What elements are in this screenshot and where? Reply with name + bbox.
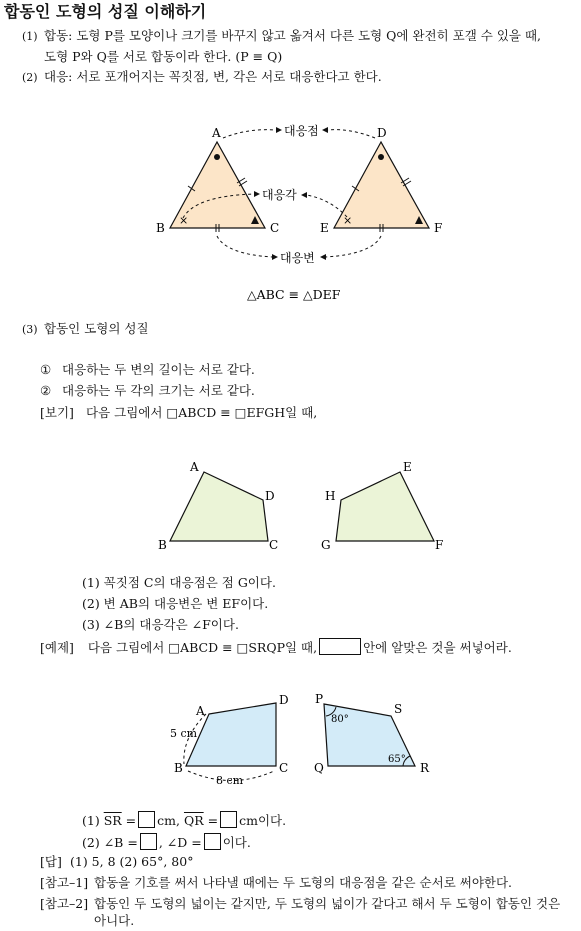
angle-d-dot: [378, 154, 384, 160]
example-answer-1: (1) 꼭짓점 C의 대응점은 점 G이다.: [82, 575, 276, 590]
angle-b-cross: ×: [179, 214, 189, 227]
vertex-label-c: C: [270, 221, 280, 235]
definition-congruence-line2: 도형 P와 Q를 서로 합동이라 한다. (P ≡ Q): [44, 49, 283, 64]
label-p-ex: P: [315, 692, 324, 706]
quadrilaterals-figure: [0, 455, 581, 555]
vertex-label-f: F: [434, 221, 443, 235]
corr-side-arrow-right: [326, 236, 381, 257]
blank-angle-d: [204, 833, 221, 850]
example-answer-2: (2) 변 AB의 대응변은 변 EF이다.: [82, 596, 269, 611]
blank-sr: [138, 811, 155, 828]
property-2-number: ②: [40, 383, 52, 398]
definition-correspondence: 대응: 서로 포개어지는 꼭짓점, 변, 각은 서로 대응한다고 한다.: [44, 69, 382, 84]
angle-a-dot: [214, 154, 220, 160]
vertex-label-a: A: [212, 126, 221, 140]
vertex-label-b: B: [156, 221, 165, 235]
item-number-2: (2): [22, 71, 38, 84]
label-g: G: [321, 538, 331, 552]
exercise-prompt: [40, 638, 512, 655]
example-answer-3: (3) ∠B의 대응각은 ∠F이다.: [82, 617, 239, 632]
corr-angle-label: 대응각: [262, 188, 297, 202]
label-c-ex: C: [279, 761, 289, 775]
blank-qr: [220, 811, 237, 828]
label-a: A: [190, 460, 199, 474]
answer-tag: [답]: [40, 854, 62, 869]
segment-sr: $\overline{SR}$: [103, 813, 122, 828]
note-2-line-2: 아니다.: [94, 913, 135, 928]
corr-point-arrow-left: [223, 130, 276, 138]
quad-abcd: [170, 472, 268, 541]
label-s-ex: S: [394, 702, 403, 716]
property-1: 대응하는 두 변의 길이는 서로 같다.: [62, 362, 255, 377]
blank-box: [319, 638, 361, 655]
angle-p-value: 80°: [331, 714, 349, 725]
quad-efgh: [336, 472, 434, 541]
blank-angle-b: [140, 833, 157, 850]
item-number-3: (3): [22, 323, 38, 336]
question-1: (1) $\overline{SR}$ = cm, $\overline{QR}$ = cm이다.: [82, 813, 287, 828]
exercise-figure: [0, 685, 581, 785]
question-2-number: (2): [82, 835, 100, 850]
question-1-number: (1): [82, 813, 100, 828]
exercise-text-after: 안에 알맞은 것을 써넣어라.: [363, 640, 512, 655]
exercise-text-before: 다음 그림에서 □ABCD ≡ □SRQP일 때,: [87, 640, 318, 655]
label-d-ex: D: [279, 693, 289, 707]
note-2-line-1: 합동인 두 도형의 넓이는 같지만, 두 도형의 넓이가 같다고 해서 두 도형이 합동인 것은: [94, 896, 561, 911]
property-2: 대응하는 두 각의 크기는 서로 같다.: [62, 383, 255, 398]
label-a-ex: A: [196, 704, 205, 718]
label-c: C: [269, 538, 279, 552]
label-r-ex: R: [420, 761, 430, 775]
corr-point-arrow-right: [328, 130, 375, 138]
label-d: D: [265, 489, 275, 503]
vertex-label-e: E: [320, 221, 329, 235]
length-bc: 8 cm: [216, 774, 244, 785]
vertex-label-d: D: [377, 126, 387, 140]
corr-point-label: 대응점: [284, 124, 319, 138]
corr-angle-arrow-right: [306, 195, 347, 217]
note-2-tag: [참고–2]: [40, 896, 89, 911]
label-h: H: [325, 489, 336, 503]
note-1-tag: [참고–1]: [40, 875, 89, 890]
example-tag: [보기]: [40, 405, 74, 420]
page-title: 합동인 도형의 성질 이해하기: [4, 2, 207, 21]
exercise-tag: [예제]: [40, 640, 74, 655]
triangles-figure: [0, 118, 581, 308]
length-ab: 5 cm: [170, 727, 198, 740]
segment-qr: $\overline{QR}$: [183, 813, 204, 828]
item-number-1: (1): [22, 30, 38, 43]
property-1-number: ①: [40, 362, 52, 377]
label-f: F: [435, 538, 444, 552]
label-b: B: [158, 538, 167, 552]
answer-text: (1) 5, 8 (2) 65°, 80°: [70, 854, 194, 869]
corr-side-arrow-left: [217, 236, 272, 257]
angle-r-value: 65°: [388, 754, 406, 765]
definition-congruence-line1: 합동: 도형 P를 모양이나 크기를 바꾸지 않고 옮겨서 다른 도형 Q에 완전히 포갤 수 있을 때,: [44, 28, 541, 43]
corr-side-label: 대응변: [280, 251, 315, 265]
label-b-ex: B: [174, 761, 183, 775]
question-2: (2) ∠B = , ∠D = 이다.: [82, 835, 251, 850]
note-1-text: 합동을 기호를 써서 나타낼 때에는 두 도형의 대응점을 같은 순서로 써야한다.: [94, 875, 513, 890]
angle-e-cross: ×: [343, 214, 353, 227]
congruence-caption: △ABC ≡ △DEF: [247, 287, 341, 302]
label-q-ex: Q: [314, 761, 324, 775]
properties-heading: 합동인 도형의 성질: [44, 321, 149, 336]
label-e: E: [403, 460, 412, 474]
example-text: 다음 그림에서 □ABCD ≡ □EFGH일 때,: [86, 405, 318, 420]
